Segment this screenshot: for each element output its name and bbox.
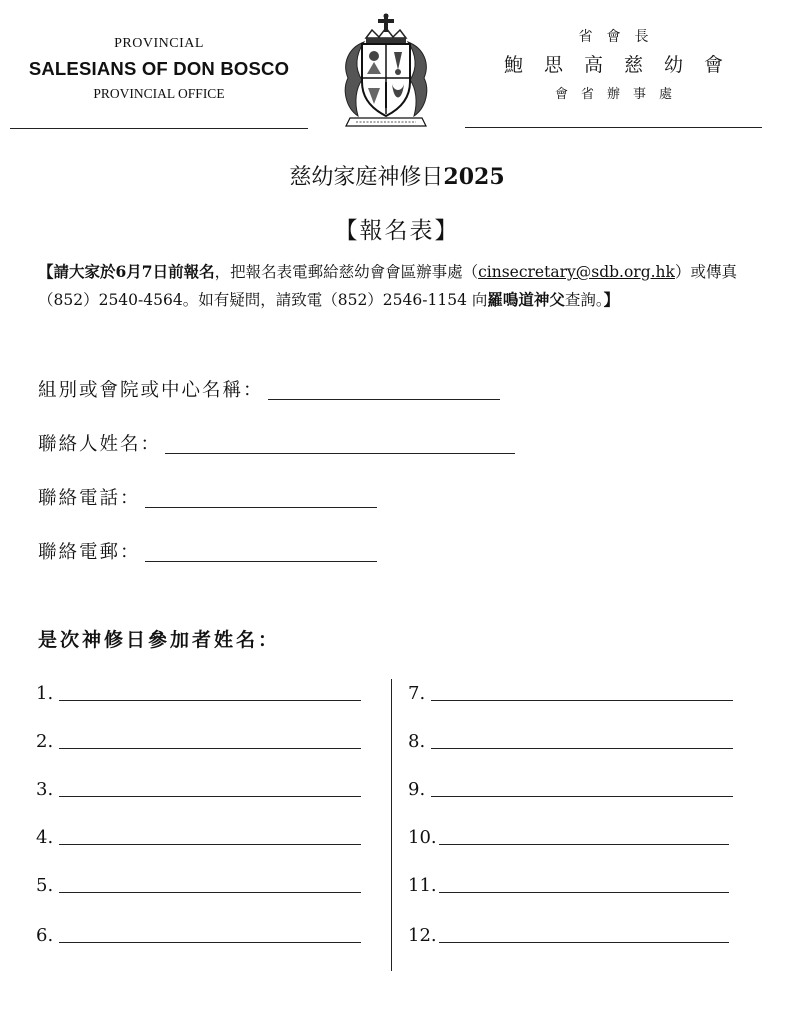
participant-name-line[interactable] — [439, 844, 729, 845]
letterhead-english — [10, 36, 308, 102]
page-title-year: 2025 — [443, 164, 505, 190]
field-label: 組別或會院或中心名稱： — [38, 380, 264, 401]
participant-name-line[interactable] — [439, 892, 729, 893]
participant-number: 11. — [408, 875, 437, 896]
participant-entry-8 — [408, 731, 733, 752]
letterhead-provincial-zh: 省會長 — [578, 29, 663, 45]
field-contact-email — [38, 538, 377, 564]
letterhead-rule-right — [465, 127, 762, 128]
participant-entry-9 — [408, 779, 733, 800]
group-name-input-line[interactable] — [268, 399, 500, 400]
notice-close-bracket: 】 — [603, 290, 620, 309]
field-label: 聯絡人姓名： — [38, 434, 162, 455]
participant-entry-7 — [408, 683, 733, 704]
participant-entry-2 — [36, 731, 361, 752]
participant-name-line[interactable] — [431, 748, 733, 749]
participant-entry-5 — [36, 875, 361, 896]
participant-number: 12. — [408, 925, 437, 946]
field-group-name — [38, 376, 500, 402]
notice-contact-name: 羅鳴道神父 — [487, 290, 565, 309]
field-contact-name — [38, 430, 515, 456]
participant-entry-11 — [408, 875, 729, 896]
participant-name-line[interactable] — [59, 844, 361, 845]
salesian-crest-icon — [336, 12, 436, 134]
participant-name-line[interactable] — [59, 892, 361, 893]
participant-entry-12 — [408, 925, 729, 946]
notice-deadline: 【請大家於6月7日前報名 — [38, 262, 215, 281]
participant-entry-3 — [36, 779, 361, 800]
participant-number: 7. — [408, 683, 426, 704]
form-subtitle: 【報名表】 — [334, 218, 460, 244]
participant-name-line[interactable] — [59, 796, 361, 797]
participant-number: 5. — [36, 875, 54, 896]
participant-name-line[interactable] — [59, 700, 361, 701]
participant-name-line[interactable] — [59, 942, 361, 943]
participant-number: 2. — [36, 731, 54, 752]
registration-notice — [38, 258, 768, 314]
notice-email-link[interactable]: cinsecretary@sdb.org.hk — [478, 263, 675, 281]
page-title-text: 慈幼家庭神修日 — [289, 165, 444, 190]
participant-number: 3. — [36, 779, 54, 800]
participant-entry-1 — [36, 683, 361, 704]
participant-number: 8. — [408, 731, 426, 752]
participant-entry-6 — [36, 925, 361, 946]
field-label: 聯絡電話： — [38, 488, 141, 509]
participant-entry-4 — [36, 827, 361, 848]
notice-text-3: 查詢。 — [564, 291, 604, 309]
participant-name-line[interactable] — [431, 796, 733, 797]
letterhead-office-zh: 會省辦事處 — [554, 87, 685, 102]
page-title — [0, 160, 794, 191]
participant-name-line[interactable] — [59, 748, 361, 749]
letterhead-rule-left — [10, 128, 308, 129]
contact-phone-input-line[interactable] — [145, 507, 377, 508]
notice-text-2: ）或傳真（852）2540-4564。如有疑問，請致電（852）2546-1154 向 — [38, 263, 737, 309]
letterhead-org-name: SALESIANS OF DON BOSCO — [28, 58, 290, 79]
letterhead-office: PROVINCIAL OFFICE — [93, 86, 225, 101]
participant-number: 6. — [36, 925, 54, 946]
participant-name-line[interactable] — [439, 942, 729, 943]
notice-text-1: ，把報名表電郵給慈幼會會區辦事處（ — [214, 263, 479, 281]
contact-email-input-line[interactable] — [145, 561, 377, 562]
participant-name-line[interactable] — [431, 700, 733, 701]
participant-number: 10. — [408, 827, 437, 848]
field-label: 聯絡電郵： — [38, 542, 141, 563]
participant-number: 4. — [36, 827, 54, 848]
letterhead-org-name-zh: 鮑思高慈幼會 — [503, 54, 744, 76]
participant-entry-10 — [408, 827, 729, 848]
participant-number: 1. — [36, 683, 54, 704]
participant-number: 9. — [408, 779, 426, 800]
letterhead-provincial: PROVINCIAL — [114, 36, 204, 51]
letterhead-chinese — [465, 26, 762, 102]
contact-name-input-line[interactable] — [165, 453, 515, 454]
participants-column-divider — [391, 679, 392, 971]
field-contact-phone — [38, 484, 377, 510]
participants-title: 是次神修日參加者姓名： — [38, 629, 281, 651]
